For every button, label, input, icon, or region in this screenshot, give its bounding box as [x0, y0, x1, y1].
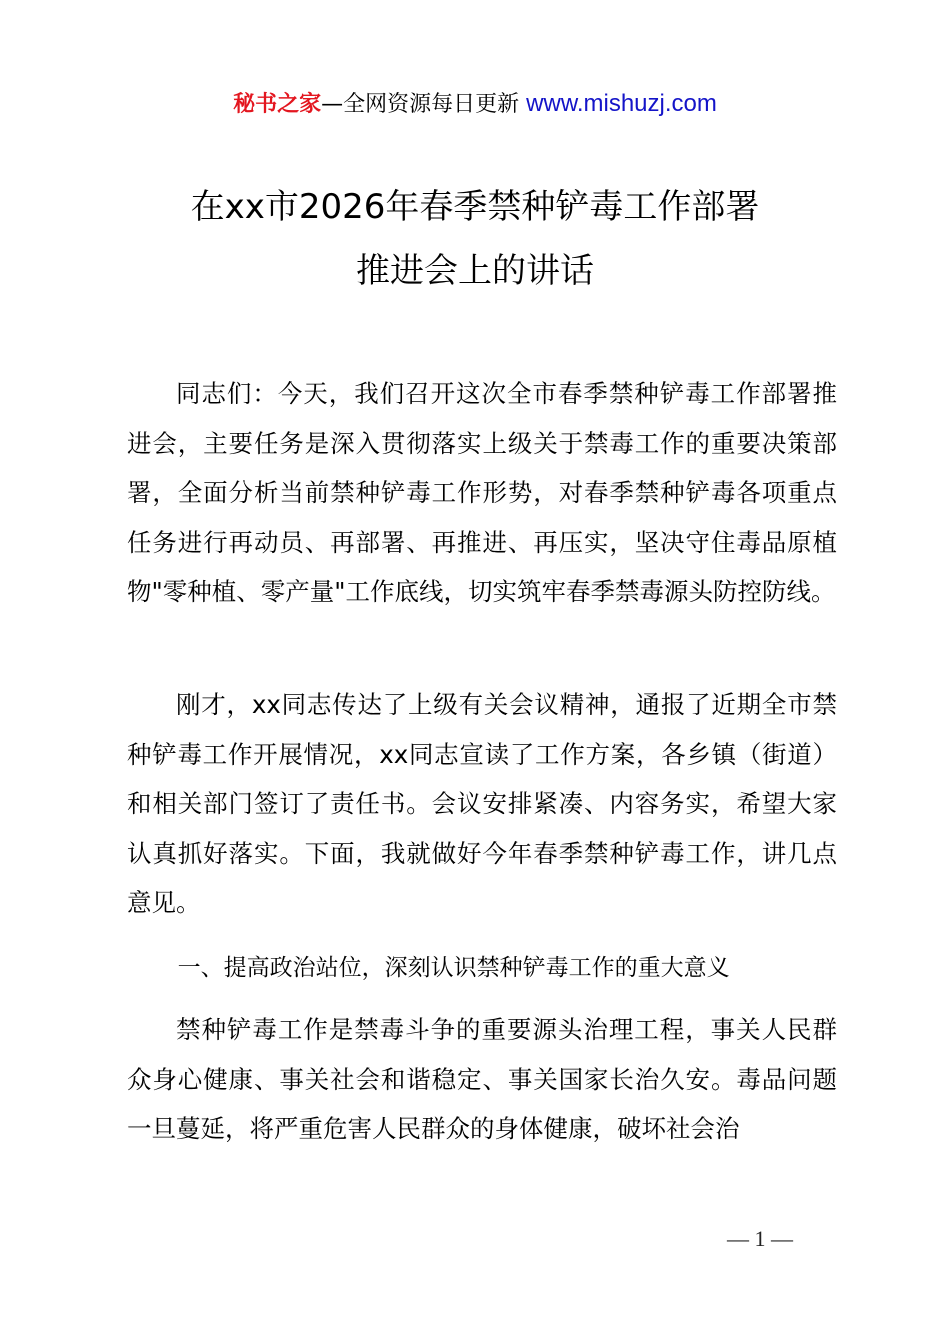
paragraph-text: 同志们：今天，我们召开这次全市春季禁种铲毒工作部署推进会，主要任务是深入贯彻落实上级关于禁毒工作的重要决策部署，全面分析当前禁种铲毒工作形势，对春季禁种铲毒各项重点任务进行再动员、再部署、再推进、再压实，坚决守住毒品原植物"零种植、零产量"工作底线，切实筑牢春季禁毒源头防控防线。	[127, 379, 837, 607]
paragraph-context	[127, 680, 837, 928]
paragraph-section-1	[127, 1005, 837, 1154]
page-number: — 1 —	[727, 1226, 793, 1251]
paragraph-text: 刚才，xx同志传达了上级有关会议精神，通报了近期全市禁种铲毒工作开展情况，xx同志宣读了工作方案，各乡镇（街道）和相关部门签订了责任书。会议安排紧凑、内容务实，希望大家认真抓好落实。下面，我就做好今年春季禁种铲毒工作，讲几点意见。	[127, 690, 837, 918]
document-title-line-2: 推进会上的讲话	[356, 251, 594, 291]
paragraph-text: 禁种铲毒工作是禁毒斗争的重要源头治理工程，事关人民群众身心健康、事关社会和谐稳定、事关国家长治久安。毒品问题一旦蔓延，将严重危害人民群众的身体健康，破坏社会治	[127, 1015, 837, 1144]
site-url-link[interactable]: www.mishuzj.com	[526, 90, 717, 117]
section-heading-1: 一、提高政治站位，深刻认识禁种铲毒工作的重大意义	[177, 955, 730, 981]
site-slogan: —全网资源每日更新	[321, 92, 520, 117]
document-title-line-1: 在xx市2026年春季禁种铲毒工作部署	[190, 187, 760, 227]
site-brand: 秘书之家	[233, 92, 322, 117]
site-header-banner	[0, 88, 950, 121]
paragraph-opening	[127, 369, 837, 617]
